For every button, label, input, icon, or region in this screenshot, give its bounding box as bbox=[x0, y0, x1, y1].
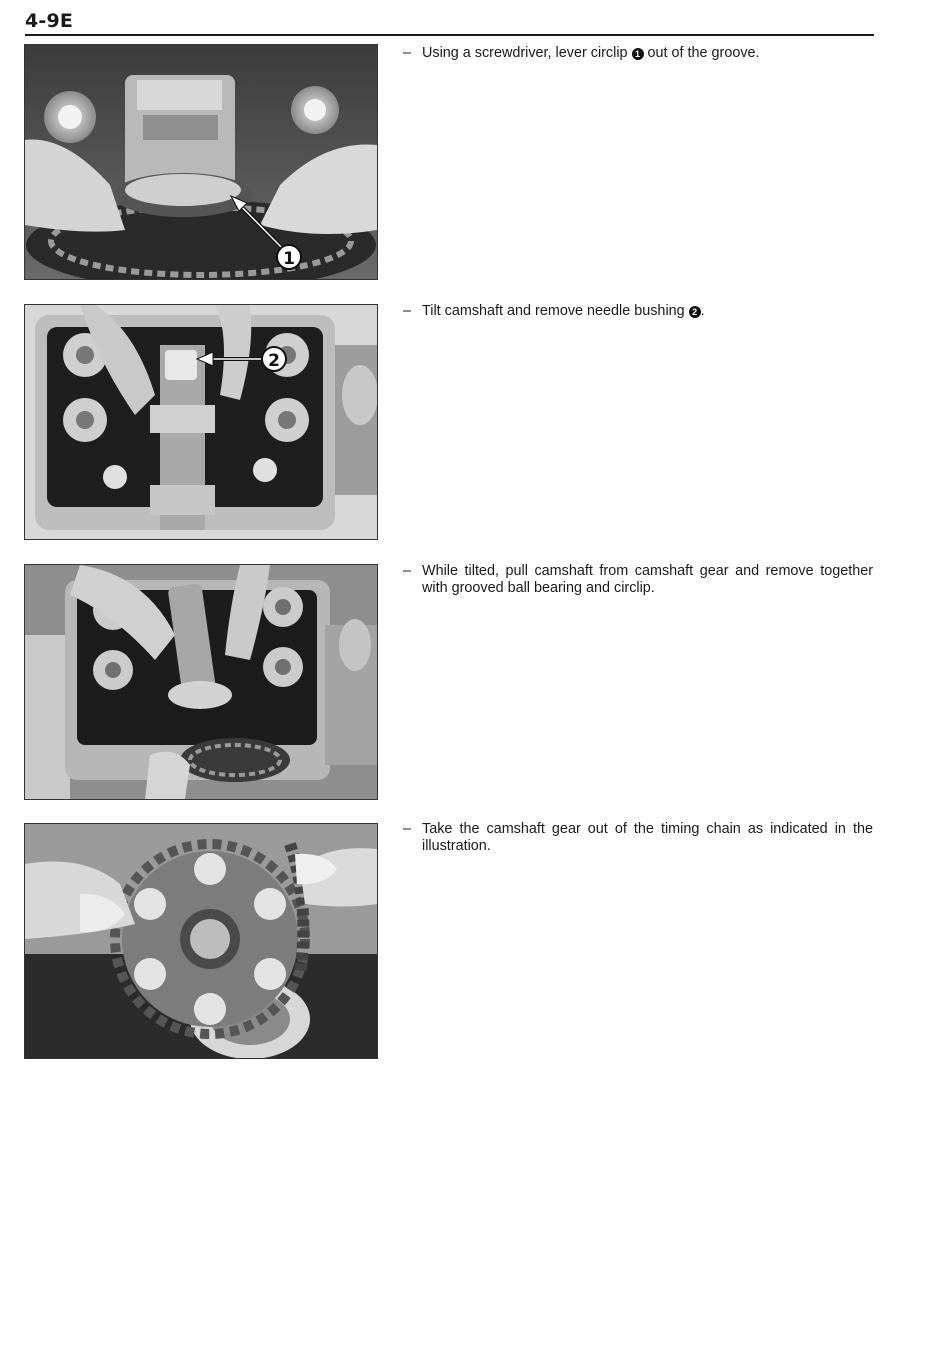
photo-camshaft-gear-image bbox=[25, 824, 377, 1058]
marker-2-icon: 2 bbox=[689, 306, 701, 318]
step-3 bbox=[403, 563, 873, 597]
photo-camshaft-gear bbox=[24, 823, 378, 1059]
step-2-text-b: . bbox=[700, 303, 705, 319]
page-number: 4-9E bbox=[25, 10, 74, 32]
step-1-text-a: Using a screwdriver, lever circlip bbox=[422, 45, 632, 61]
step-1-text-b: out of the groove. bbox=[643, 45, 760, 61]
step-dash: – bbox=[403, 563, 412, 579]
step-2-text bbox=[422, 303, 873, 320]
photo-needle-bushing bbox=[24, 304, 378, 540]
step-dash: – bbox=[403, 303, 412, 319]
header-rule bbox=[25, 34, 874, 36]
step-4-text-line2: illustration. bbox=[422, 838, 491, 854]
step-3-text-line2: with grooved ball bearing and circlip. bbox=[422, 580, 655, 596]
step-dash: – bbox=[403, 821, 412, 837]
step-4-text-line1: Take the camshaft gear out of the timing chain as indicated in the bbox=[422, 821, 873, 837]
callout-label-2: 2 bbox=[268, 351, 280, 371]
callout-label-1: 1 bbox=[283, 249, 295, 269]
photo-camshaft-pull-image bbox=[25, 565, 377, 799]
photo-circlip-removal bbox=[24, 44, 378, 280]
photo-circlip-image bbox=[25, 45, 377, 279]
photo-camshaft-pull bbox=[24, 564, 378, 800]
step-2-text-a: Tilt camshaft and remove needle bushing bbox=[422, 303, 689, 319]
step-3-text-line1: While tilted, pull camshaft from camshaft gear and remove together bbox=[422, 563, 873, 579]
step-dash: – bbox=[403, 45, 412, 61]
marker-1-icon: 1 bbox=[632, 48, 644, 60]
photo-needle-bushing-image bbox=[25, 305, 377, 539]
step-1 bbox=[403, 45, 873, 62]
step-4 bbox=[403, 821, 873, 855]
step-2 bbox=[403, 303, 873, 320]
step-1-text bbox=[422, 45, 873, 62]
